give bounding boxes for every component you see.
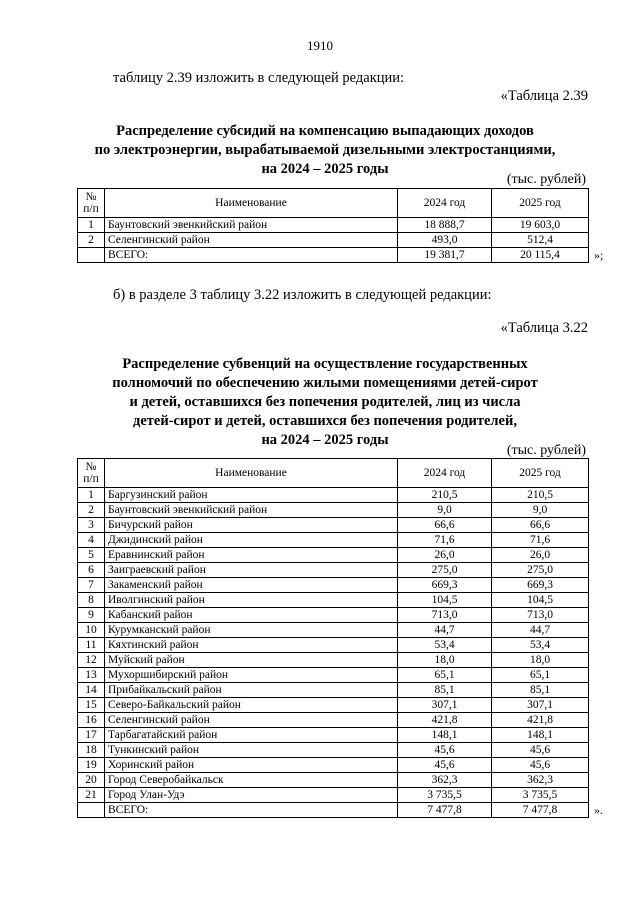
table2-title-line: детей-сирот и детей, оставшихся без попечения родителей, <box>133 413 517 429</box>
row-value-2024: 307,1 <box>398 698 492 713</box>
row-value-2024: 362,3 <box>398 773 492 788</box>
row-name: Джидинский район <box>105 533 398 548</box>
row-number: 6 <box>78 563 105 578</box>
row-number: 20 <box>78 773 105 788</box>
table2-title-line: на 2024 – 2025 годы <box>261 432 389 448</box>
col-header-num-line: п/п <box>83 473 99 485</box>
row-name: Еравнинский район <box>105 548 398 563</box>
col-header-name: Наименование <box>105 189 398 218</box>
table2 <box>77 458 603 818</box>
col-header-num <box>78 189 105 218</box>
row-value-2024: 65,1 <box>398 668 492 683</box>
total-value-2025 <box>492 248 604 263</box>
row-name: Баргузинский район <box>105 488 398 503</box>
table-row <box>78 608 589 623</box>
total-value-text: 20 115,4 <box>520 249 560 261</box>
end-quote-mark: »; <box>594 248 604 262</box>
table-row <box>78 758 589 773</box>
table1-unit: (тыс. рублей) <box>506 172 586 187</box>
row-value-2024: 71,6 <box>398 533 492 548</box>
row-value-2024: 275,0 <box>398 563 492 578</box>
table-row <box>78 623 589 638</box>
row-value-2024: 66,6 <box>398 518 492 533</box>
row-value-2024: 3 735,5 <box>398 788 492 803</box>
table-row <box>78 788 589 803</box>
total-value-2024: 19 381,7 <box>398 248 492 263</box>
table-row <box>78 563 589 578</box>
row-number: 11 <box>78 638 105 653</box>
row-name: Муйский район <box>105 653 398 668</box>
row-value-2024: 9,0 <box>398 503 492 518</box>
total-label: ВСЕГО: <box>105 248 398 263</box>
row-value-2025: 45,6 <box>492 743 589 758</box>
col-header-2024: 2024 год <box>398 189 492 218</box>
row-value-2025: 26,0 <box>492 548 589 563</box>
table1-title-line: Распределение субсидий на компенсацию выпадающих доходов <box>116 123 534 139</box>
row-value-2025: 104,5 <box>492 593 589 608</box>
page-number: 1910 <box>307 38 333 53</box>
row-value-2025: 18,0 <box>492 653 589 668</box>
row-value-2025: 307,1 <box>492 698 589 713</box>
total-row <box>78 803 589 818</box>
col-header-num-line: п/п <box>83 203 99 215</box>
total-blank-cell <box>78 248 105 263</box>
row-number: 16 <box>78 713 105 728</box>
intro-text: таблицу 2.39 изложить в следующей редакции: <box>113 70 405 86</box>
row-number: 1 <box>78 218 105 233</box>
row-name: Баунтовский эвенкийский район <box>105 218 398 233</box>
row-value-2025: 66,6 <box>492 518 589 533</box>
row-value-2024: 713,0 <box>398 608 492 623</box>
row-number: 7 <box>78 578 105 593</box>
row-value-2024: 53,4 <box>398 638 492 653</box>
table-row <box>78 533 589 548</box>
table-row <box>78 668 589 683</box>
row-name: Город Северобайкальск <box>105 773 398 788</box>
row-name: Прибайкальский район <box>105 683 398 698</box>
row-value-2025: 44,7 <box>492 623 589 638</box>
row-value-2025: 85,1 <box>492 683 589 698</box>
col-header-2025: 2025 год <box>492 189 589 218</box>
row-value-2025: 3 735,5 <box>492 788 589 803</box>
end-quote-mark: ». <box>594 803 603 817</box>
col-header-num-line: № <box>85 191 97 203</box>
row-value-2025: 45,6 <box>492 758 589 773</box>
row-name: Кабанский район <box>105 608 398 623</box>
row-value-2024: 26,0 <box>398 548 492 563</box>
table2-title-line: полномочий по обеспечению жилыми помещениями детей-сирот <box>112 375 538 391</box>
row-value-2025: 275,0 <box>492 563 589 578</box>
row-number: 14 <box>78 683 105 698</box>
row-number: 21 <box>78 788 105 803</box>
row-value-2025: 9,0 <box>492 503 589 518</box>
row-value-2025: 512,4 <box>492 233 589 248</box>
row-name: Мухоршибирский район <box>105 668 398 683</box>
row-value-2025: 71,6 <box>492 533 589 548</box>
total-value-2024: 7 477,8 <box>398 803 492 818</box>
row-name: Хоринский район <box>105 758 398 773</box>
row-name: Северо-Байкальский район <box>105 698 398 713</box>
col-header-name: Наименование <box>105 459 398 488</box>
row-name: Закаменский район <box>105 578 398 593</box>
row-name: Баунтовский эвенкийский район <box>105 503 398 518</box>
row-number: 2 <box>78 503 105 518</box>
row-number: 17 <box>78 728 105 743</box>
col-header-num-line: № <box>85 461 97 473</box>
row-value-2024: 669,3 <box>398 578 492 593</box>
row-value-2024: 45,6 <box>398 758 492 773</box>
row-name: Тарбагатайский район <box>105 728 398 743</box>
row-value-2025: 362,3 <box>492 773 589 788</box>
table2-unit: (тыс. рублей) <box>506 443 586 458</box>
row-number: 10 <box>78 623 105 638</box>
table2-title-line: и детей, оставшихся без попечения родителей, лиц из числа <box>129 394 521 410</box>
table-row <box>78 488 589 503</box>
total-label: ВСЕГО: <box>105 803 398 818</box>
table-row <box>78 698 589 713</box>
table1-title-line: на 2024 – 2025 годы <box>261 161 389 177</box>
total-value-2025 <box>492 803 603 818</box>
row-name: Город Улан-Удэ <box>105 788 398 803</box>
table2-title-line: Распределение субвенций на осуществление государственных <box>122 356 528 372</box>
table-row <box>78 728 589 743</box>
table-row <box>78 653 589 668</box>
row-value-2024: 148,1 <box>398 728 492 743</box>
row-value-2025: 19 603,0 <box>492 218 589 233</box>
row-number: 4 <box>78 533 105 548</box>
row-value-2025: 65,1 <box>492 668 589 683</box>
total-blank-cell <box>78 803 105 818</box>
row-value-2025: 148,1 <box>492 728 589 743</box>
table-row <box>78 593 589 608</box>
table2-title <box>60 355 590 450</box>
section-text: б) в разделе 3 таблицу 3.22 изложить в следующей редакции: <box>113 287 492 303</box>
row-number: 2 <box>78 233 105 248</box>
table2-header-row <box>78 459 589 488</box>
table1-label: «Таблица 2.39 <box>500 88 588 104</box>
row-value-2024: 421,8 <box>398 713 492 728</box>
row-value-2024: 210,5 <box>398 488 492 503</box>
row-value-2025: 421,8 <box>492 713 589 728</box>
table-row <box>78 578 589 593</box>
table-row <box>78 548 589 563</box>
row-number: 13 <box>78 668 105 683</box>
row-number: 12 <box>78 653 105 668</box>
table-row <box>78 503 589 518</box>
row-value-2024: 104,5 <box>398 593 492 608</box>
table-row <box>78 638 589 653</box>
col-header-2024: 2024 год <box>398 459 492 488</box>
row-value-2025: 713,0 <box>492 608 589 623</box>
table2-label: «Таблица 3.22 <box>500 320 588 336</box>
total-row <box>78 248 589 263</box>
table-row <box>78 518 589 533</box>
total-value-text: 7 477,8 <box>522 804 558 816</box>
row-name: Бичурский район <box>105 518 398 533</box>
row-value-2025: 53,4 <box>492 638 589 653</box>
row-value-2024: 493,0 <box>398 233 492 248</box>
row-name: Кяхтинский район <box>105 638 398 653</box>
row-name: Заиграевский район <box>105 563 398 578</box>
table1-header-row <box>78 189 589 218</box>
row-value-2025: 210,5 <box>492 488 589 503</box>
table-row <box>78 773 589 788</box>
row-name: Курумканский район <box>105 623 398 638</box>
row-value-2024: 18,0 <box>398 653 492 668</box>
row-name: Тункинский район <box>105 743 398 758</box>
row-number: 15 <box>78 698 105 713</box>
table1 <box>77 188 604 263</box>
table-row <box>78 233 589 248</box>
row-name: Селенгинский район <box>105 233 398 248</box>
row-value-2024: 45,6 <box>398 743 492 758</box>
table-row <box>78 713 589 728</box>
col-header-2025: 2025 год <box>492 459 589 488</box>
table-row <box>78 683 589 698</box>
row-value-2024: 44,7 <box>398 623 492 638</box>
row-name: Иволгинский район <box>105 593 398 608</box>
row-number: 19 <box>78 758 105 773</box>
row-number: 1 <box>78 488 105 503</box>
row-number: 9 <box>78 608 105 623</box>
row-name: Селенгинский район <box>105 713 398 728</box>
row-number: 5 <box>78 548 105 563</box>
row-value-2024: 85,1 <box>398 683 492 698</box>
row-value-2025: 669,3 <box>492 578 589 593</box>
table1-title-line: по электроэнергии, вырабатываемой дизельными электростанциями, <box>94 142 556 158</box>
row-number: 18 <box>78 743 105 758</box>
row-number: 3 <box>78 518 105 533</box>
table-row <box>78 743 589 758</box>
table1-title <box>60 122 590 179</box>
table-row <box>78 218 589 233</box>
col-header-num <box>78 459 105 488</box>
row-value-2024: 18 888,7 <box>398 218 492 233</box>
row-number: 8 <box>78 593 105 608</box>
